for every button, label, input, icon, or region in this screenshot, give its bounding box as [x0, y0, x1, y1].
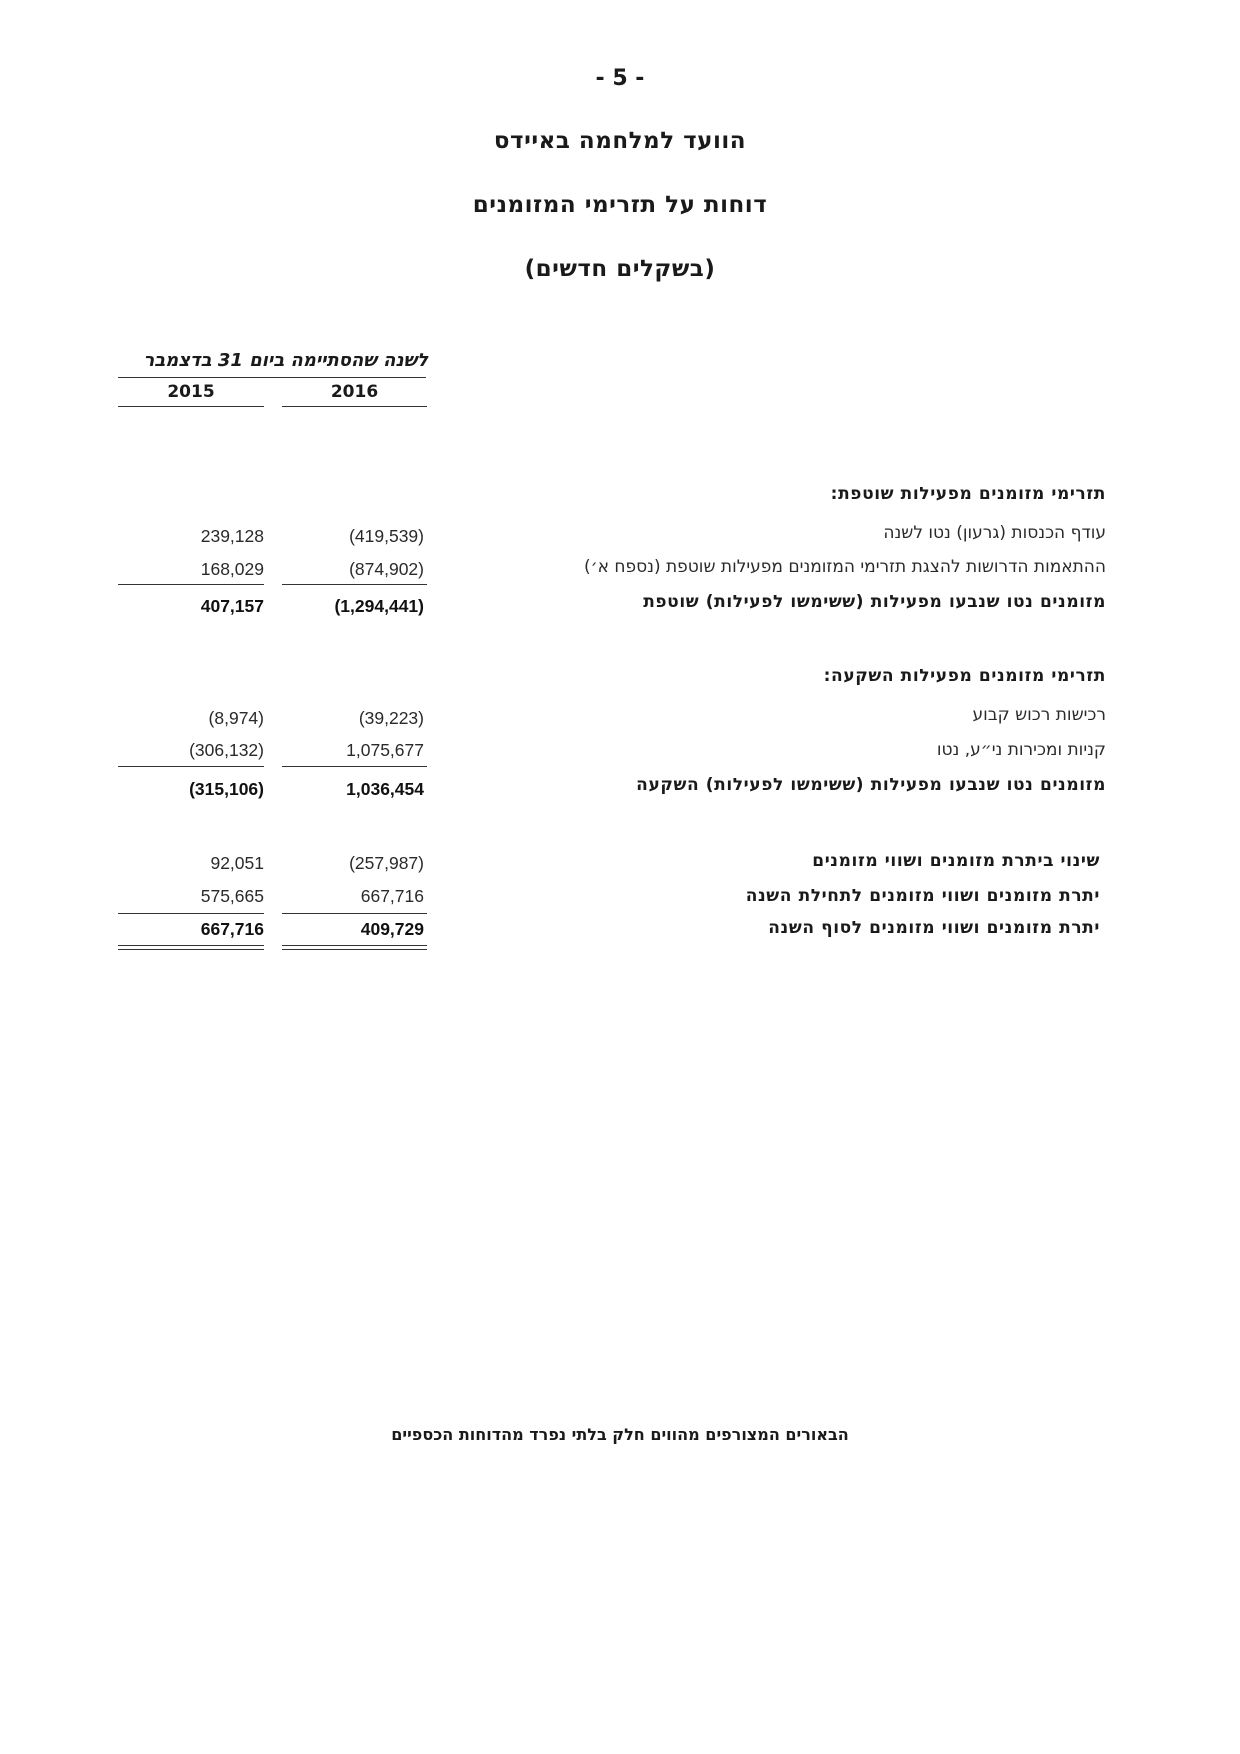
row-investing-total-2015: (315,106) — [189, 779, 264, 799]
row-securities-2016: 1,075,677 — [346, 740, 424, 760]
row-net-income-2016: (419,539) — [349, 526, 424, 546]
row-adjustments-2016: (874,902) — [349, 559, 424, 579]
row-operating-total-2015: 407,157 — [200, 596, 264, 616]
currency-note: (בשקלים חדשים) — [524, 256, 716, 282]
row-operating-total-2016: (1,294,441) — [334, 596, 424, 616]
row-opening-balance-2015: 575,665 — [200, 886, 264, 906]
closing-double-rule-2016-b — [282, 949, 427, 950]
row-label-securities: קניות ומכירות ני״ע, נטו — [936, 740, 1106, 760]
row-fixed-assets-2015: (8,974) — [208, 708, 264, 728]
operating-subtotal-rule-2016 — [282, 584, 427, 585]
row-adjustments-2015: 168,029 — [200, 559, 264, 579]
closing-double-rule-2015-b — [118, 949, 264, 950]
row-label-fixed-assets: רכישות רכוש קבוע — [972, 705, 1106, 725]
organization-name: הוועד למלחמה באיידס — [493, 128, 747, 154]
report-title: דוחות על תזרימי המזומנים — [472, 192, 768, 218]
footer-note: הבאורים המצורפים מהווים חלק בלתי נפרד מהדוחות הכספיים — [391, 1425, 849, 1444]
row-label-cash-change: שינוי ביתרת מזומנים ושווי מזומנים — [812, 851, 1100, 871]
row-label-closing-balance: יתרת מזומנים ושווי מזומנים לסוף השנה — [768, 918, 1100, 938]
investing-subtotal-rule-2016 — [282, 766, 427, 767]
row-closing-balance-2016: 409,729 — [360, 919, 424, 939]
row-cash-change-2016: (257,987) — [349, 853, 424, 873]
row-investing-total-2016: 1,036,454 — [346, 779, 424, 799]
row-securities-2015: (306,132) — [189, 740, 264, 760]
closing-top-rule-2016 — [282, 913, 427, 914]
period-underline — [118, 377, 426, 378]
page-number: - 5 - — [595, 66, 645, 91]
row-label-adjustments: ההתאמות הדרושות להצגת תזרימי המזומנים מפעילות שוטפת (נספח א׳) — [583, 557, 1106, 577]
row-label-operating-total: מזומנים נטו שנבעו מפעילות (ששימשו לפעילות) שוטפת — [643, 592, 1106, 612]
row-cash-change-2015: 92,051 — [210, 853, 264, 873]
operating-heading: תזרימי מזומנים מפעילות שוטפת: — [830, 484, 1106, 504]
row-closing-balance-2015: 667,716 — [200, 919, 264, 939]
closing-double-rule-2016-a — [282, 945, 427, 946]
column-header-2015: 2015 — [167, 382, 215, 402]
year-2016-underline — [282, 406, 427, 407]
investing-subtotal-rule-2015 — [118, 766, 264, 767]
year-2015-underline — [118, 406, 264, 407]
row-label-net-income: עודף הכנסות (גרעון) נטו לשנה — [883, 523, 1106, 543]
investing-heading: תזרימי מזומנים מפעילות השקעה: — [823, 666, 1106, 686]
column-header-2016: 2016 — [330, 382, 379, 402]
row-opening-balance-2016: 667,716 — [360, 886, 424, 906]
row-label-investing-total: מזומנים נטו שנבעו מפעילות (ששימשו לפעילות) השקעה — [636, 775, 1106, 795]
row-fixed-assets-2016: (39,223) — [358, 708, 424, 728]
row-label-opening-balance: יתרת מזומנים ושווי מזומנים לתחילת השנה — [745, 886, 1100, 906]
period-label: לשנה שהסתיימה ביום 31 בדצמבר — [143, 350, 428, 371]
operating-subtotal-rule-2015 — [118, 584, 264, 585]
closing-top-rule-2015 — [118, 913, 264, 914]
row-net-income-2015: 239,128 — [200, 526, 264, 546]
closing-double-rule-2015-a — [118, 945, 264, 946]
